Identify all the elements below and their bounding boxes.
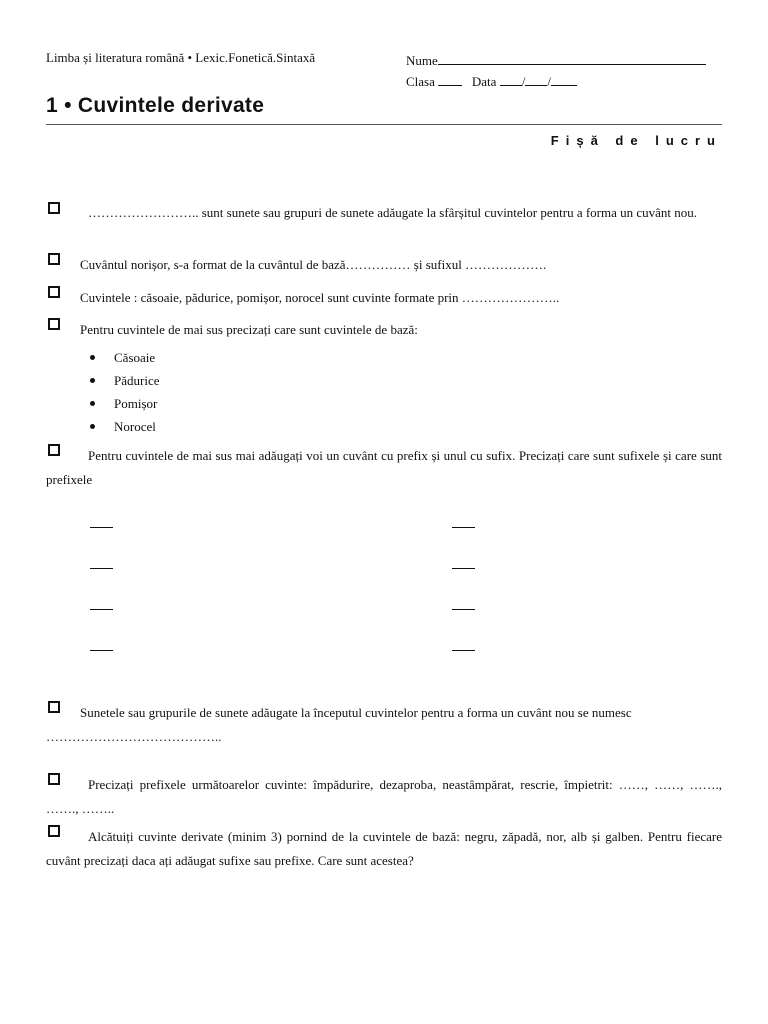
list-item: Norocel bbox=[88, 415, 159, 438]
page-title: 1 • Cuvintele derivate bbox=[46, 94, 265, 117]
student-info bbox=[406, 50, 706, 92]
exercise-item-7: Precizați prefixele următoarelor cuvinte: împădurire, dezaproba, neastâmpărat, rescrie, împietrit: ……, ……, ……., ……., …….. bbox=[46, 777, 722, 816]
base-words-list bbox=[88, 346, 159, 438]
name-blank[interactable] bbox=[438, 51, 706, 65]
page-subtitle: Fișă de lucru bbox=[550, 133, 722, 148]
answer-blank-left-2[interactable] bbox=[90, 568, 113, 569]
exercise-item-4: Pentru cuvintele de mai sus precizați care sunt cuvintele de bază: bbox=[80, 322, 418, 337]
name-line bbox=[406, 50, 706, 71]
class-blank[interactable] bbox=[438, 72, 462, 86]
exercise-item-1: …………………….. sunt sunete sau grupuri de sunete adăugate la sfârșitul cuvintelor pentru a forma un cuvânt nou. bbox=[88, 205, 698, 220]
answer-blank-right-4[interactable] bbox=[452, 650, 475, 651]
date-year-blank[interactable] bbox=[551, 72, 577, 86]
class-label: Clasa bbox=[406, 74, 435, 89]
exercise-item-6: Sunetele sau grupurile de sunete adăugate la începutul cuvintelor pentru a forma un cuvânt nou se numesc ………………………………….. bbox=[46, 705, 632, 744]
answer-blank-left-4[interactable] bbox=[90, 650, 113, 651]
name-label: Nume bbox=[406, 53, 438, 68]
answer-blank-left-3[interactable] bbox=[90, 609, 113, 610]
list-item: Căsoaie bbox=[88, 346, 159, 369]
answer-blank-right-3[interactable] bbox=[452, 609, 475, 610]
subject-header: Limba și literatura română • Lexic.Fonetică.Sintaxă bbox=[46, 50, 316, 65]
title-divider bbox=[46, 124, 722, 125]
exercise-item-8: Alcătuiți cuvinte derivate (minim 3) pornind de la cuvintele de bază: negru, zăpadă, nor, alb și galben. Pentru fiecare cuvânt precizați daca ați adăugat sufixe sau prefixe. Care sunt acestea? bbox=[46, 829, 722, 868]
list-item: Pădurice bbox=[88, 369, 159, 392]
exercise-item-5: Pentru cuvintele de mai sus mai adăugați voi un cuvânt cu prefix și unul cu sufix. Precizați care sunt sufixele și care sunt prefixele bbox=[46, 448, 722, 487]
date-label: Data bbox=[471, 74, 497, 89]
date-day-blank[interactable] bbox=[500, 72, 522, 86]
class-date-line bbox=[406, 71, 706, 92]
date-separator-2: / bbox=[547, 74, 551, 89]
answer-blank-right-1[interactable] bbox=[452, 527, 475, 528]
answer-blank-right-2[interactable] bbox=[452, 568, 475, 569]
list-item: Pomișor bbox=[88, 392, 159, 415]
date-separator-1: / bbox=[521, 74, 526, 89]
exercise-item-2: Cuvântul norișor, s-a format de la cuvântul de bază…………… și sufixul ………………. bbox=[80, 257, 547, 272]
date-month-blank[interactable] bbox=[525, 72, 547, 86]
answer-blank-left-1[interactable] bbox=[90, 527, 113, 528]
exercise-item-3: Cuvintele : căsoaie, pădurice, pomișor, norocel sunt cuvinte formate prin ………………….. bbox=[80, 290, 560, 305]
